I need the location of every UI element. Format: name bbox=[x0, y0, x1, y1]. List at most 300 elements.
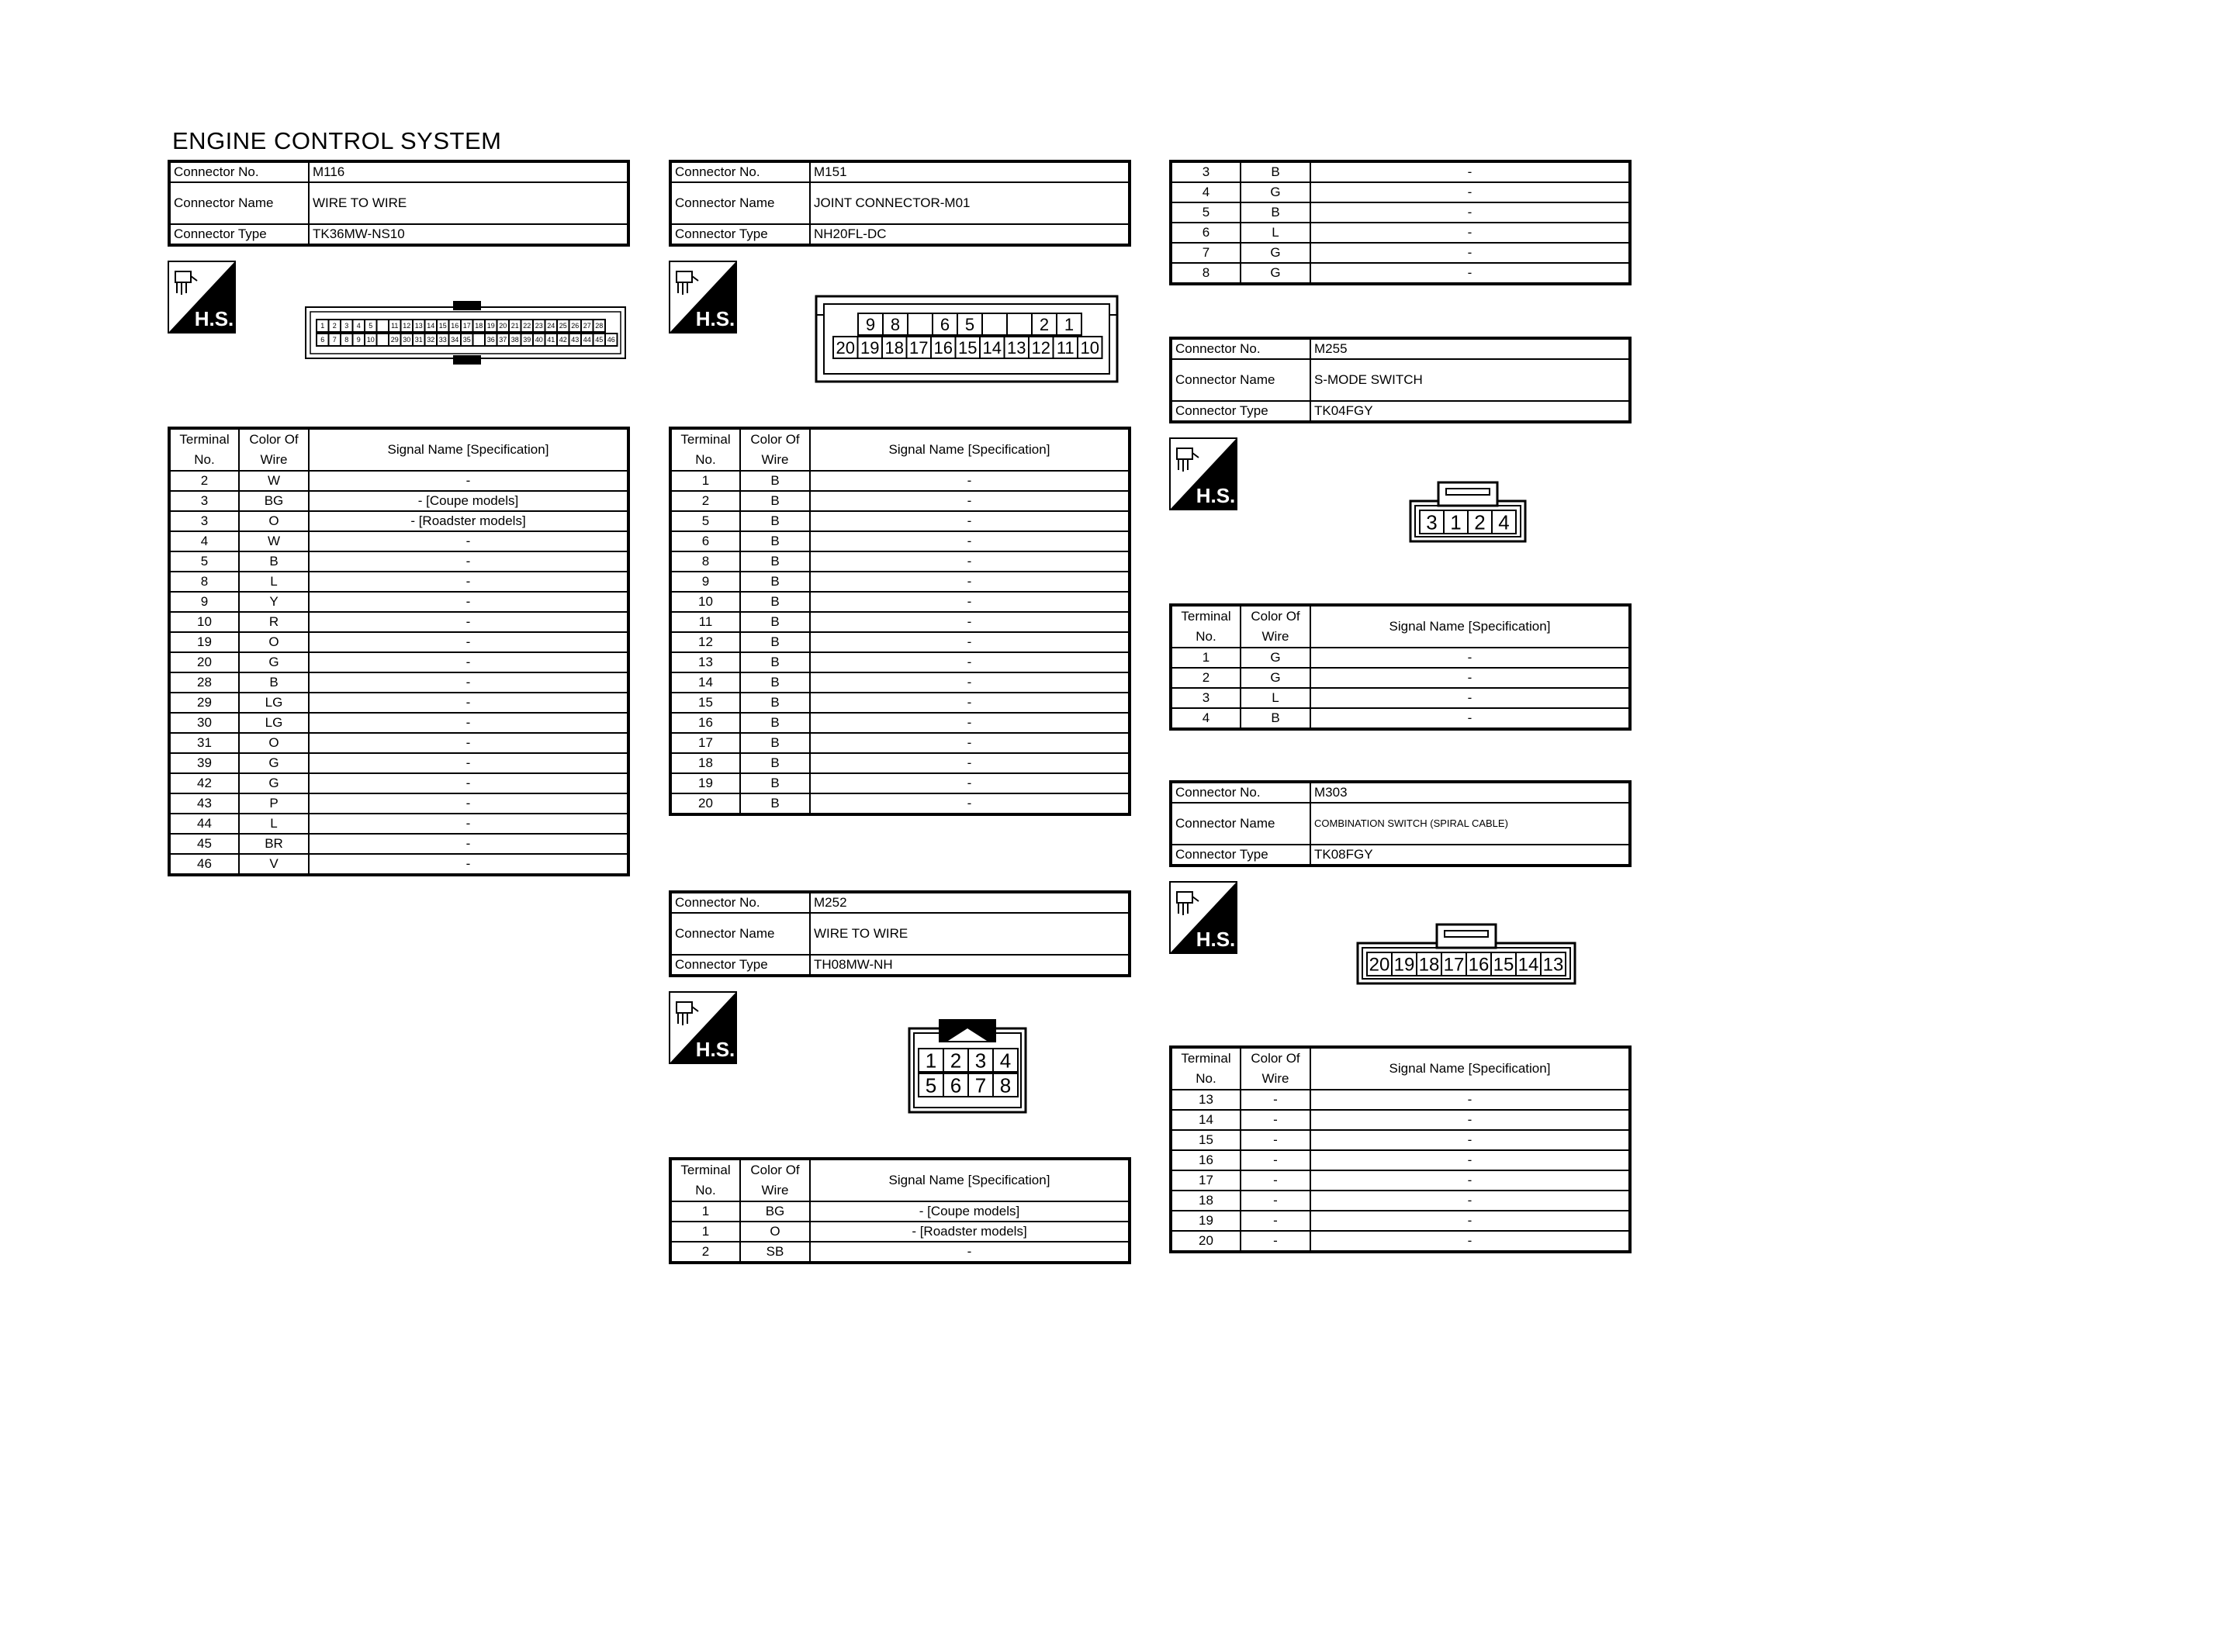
wire-color-cell: G bbox=[1241, 668, 1310, 688]
pin-number: 3 bbox=[344, 322, 349, 330]
connector-info-m116 bbox=[168, 160, 630, 247]
hs-harness-side-icon bbox=[1169, 437, 1237, 510]
connector-type-value: TK04FGY bbox=[1310, 401, 1630, 422]
terminal-no-cell: 2 bbox=[670, 491, 740, 511]
wire-color-cell: B bbox=[1241, 161, 1310, 182]
header-terminal-no: Terminal No. bbox=[169, 428, 239, 471]
page-title: ENGINE CONTROL SYSTEM bbox=[172, 127, 502, 154]
signal-name-cell: - bbox=[309, 612, 628, 632]
wire-color-cell: BG bbox=[740, 1201, 810, 1222]
terminal-no-cell: 4 bbox=[1171, 182, 1241, 202]
table-row bbox=[169, 491, 628, 511]
pin-number: 24 bbox=[547, 322, 555, 330]
table-row bbox=[670, 753, 1130, 773]
table-row bbox=[670, 1242, 1130, 1263]
pin-cell bbox=[1007, 313, 1032, 335]
connector-name-value: WIRE TO WIRE bbox=[810, 913, 1130, 955]
terminal-no-cell: 1 bbox=[670, 1222, 740, 1242]
wire-color-cell: G bbox=[1241, 648, 1310, 668]
pin-number: 25 bbox=[559, 322, 567, 330]
wire-color-cell: B bbox=[239, 672, 309, 693]
terminal-no-cell: 5 bbox=[1171, 202, 1241, 223]
wire-color-cell: B bbox=[740, 531, 810, 551]
signal-name-cell: - bbox=[810, 733, 1130, 753]
signal-name-cell: - bbox=[309, 733, 628, 753]
table-row bbox=[670, 612, 1130, 632]
pin-number: 2 bbox=[950, 1049, 962, 1073]
terminal-no-cell: 8 bbox=[169, 572, 239, 592]
signal-name-cell: - bbox=[1310, 202, 1630, 223]
pin-number: 18 bbox=[884, 337, 904, 358]
wire-color-cell: - bbox=[1241, 1231, 1310, 1252]
pin-number: 21 bbox=[510, 322, 519, 330]
pin-number: 16 bbox=[451, 322, 459, 330]
pin-number: 29 bbox=[390, 336, 399, 344]
wire-color-cell: LG bbox=[239, 693, 309, 713]
connector-no-value: M151 bbox=[810, 161, 1130, 182]
terminal-no-cell: 17 bbox=[1171, 1170, 1241, 1191]
pin-number: 42 bbox=[559, 336, 567, 344]
terminal-no-cell: 17 bbox=[670, 733, 740, 753]
wire-color-cell: SB bbox=[740, 1242, 810, 1263]
connector-type-value: TK36MW-NS10 bbox=[309, 224, 628, 245]
terminal-no-cell: 5 bbox=[670, 511, 740, 531]
pin-number: 43 bbox=[571, 336, 580, 344]
table-row bbox=[670, 793, 1130, 814]
header-signal-name: Signal Name [Specification] bbox=[810, 428, 1130, 471]
wire-color-cell: - bbox=[1241, 1150, 1310, 1170]
pin-number: 18 bbox=[475, 322, 483, 330]
table-row bbox=[670, 713, 1130, 733]
table-row bbox=[1171, 668, 1630, 688]
signal-name-cell: - bbox=[810, 471, 1130, 491]
pin-number: 1 bbox=[925, 1049, 937, 1073]
hs-harness-side-icon bbox=[669, 261, 737, 334]
table-row bbox=[169, 753, 628, 773]
pin-number: 30 bbox=[403, 336, 411, 344]
label-connector-name: Connector Name bbox=[169, 182, 309, 224]
pin-cell bbox=[982, 313, 1007, 335]
pin-number: 14 bbox=[427, 322, 435, 330]
wire-color-cell: B bbox=[740, 471, 810, 491]
header-terminal-no: Terminal No. bbox=[670, 428, 740, 471]
wire-color-cell: B bbox=[740, 511, 810, 531]
table-row bbox=[169, 572, 628, 592]
signal-name-cell: - bbox=[810, 773, 1130, 793]
terminal-no-cell: 20 bbox=[670, 793, 740, 814]
wire-color-cell: B bbox=[239, 551, 309, 572]
signal-name-cell: - bbox=[309, 572, 628, 592]
terminal-no-cell: 18 bbox=[1171, 1191, 1241, 1211]
signal-name-cell: - [Coupe models] bbox=[309, 491, 628, 511]
wire-color-cell: B bbox=[740, 652, 810, 672]
terminal-no-cell: 29 bbox=[169, 693, 239, 713]
table-row bbox=[1171, 1170, 1630, 1191]
pin-cell bbox=[377, 320, 389, 332]
label-connector-name: Connector Name bbox=[1171, 803, 1310, 845]
wire-color-cell: LG bbox=[239, 713, 309, 733]
label-connector-name: Connector Name bbox=[670, 182, 810, 224]
connector-info-m255 bbox=[1169, 337, 1632, 423]
table-row bbox=[169, 471, 628, 491]
terminal-no-cell: 14 bbox=[670, 672, 740, 693]
table-row bbox=[670, 733, 1130, 753]
signal-name-cell: - bbox=[810, 713, 1130, 733]
terminal-no-cell: 1 bbox=[670, 471, 740, 491]
terminal-no-cell: 1 bbox=[670, 1201, 740, 1222]
label-connector-name: Connector Name bbox=[670, 913, 810, 955]
signal-name-cell: - bbox=[309, 652, 628, 672]
pin-number: 1 bbox=[1450, 510, 1462, 534]
pin-cell bbox=[377, 334, 389, 346]
label-connector-type: Connector Type bbox=[670, 955, 810, 976]
connector-name-value: JOINT CONNECTOR-M01 bbox=[810, 182, 1130, 224]
wire-color-cell: B bbox=[740, 793, 810, 814]
table-row bbox=[169, 733, 628, 753]
pin-number: 37 bbox=[499, 336, 507, 344]
wire-color-cell: B bbox=[740, 773, 810, 793]
signal-name-cell: - bbox=[1310, 1150, 1630, 1170]
terminal-no-cell: 8 bbox=[1171, 263, 1241, 284]
wire-color-cell: G bbox=[1241, 182, 1310, 202]
table-row bbox=[169, 511, 628, 531]
wire-color-cell: B bbox=[740, 672, 810, 693]
terminal-no-cell: 44 bbox=[169, 814, 239, 834]
signal-name-cell: - bbox=[1310, 648, 1630, 668]
pin-number: 20 bbox=[1369, 954, 1390, 976]
signal-name-cell: - bbox=[810, 793, 1130, 814]
pin-number: 28 bbox=[595, 322, 604, 330]
signal-name-cell: - bbox=[1310, 1170, 1630, 1191]
table-row bbox=[670, 471, 1130, 491]
signal-name-cell: - bbox=[309, 713, 628, 733]
pin-number: 22 bbox=[523, 322, 531, 330]
header-color-of-wire: Color Of Wire bbox=[239, 428, 309, 471]
table-row bbox=[169, 652, 628, 672]
table-row bbox=[670, 773, 1130, 793]
signal-name-cell: - bbox=[810, 672, 1130, 693]
terminal-no-cell: 14 bbox=[1171, 1110, 1241, 1130]
connector-no-value: M116 bbox=[309, 161, 628, 182]
pin-number: 15 bbox=[958, 337, 978, 358]
hs-harness-side-icon bbox=[168, 261, 236, 334]
table-row bbox=[1171, 688, 1630, 708]
table-row bbox=[169, 793, 628, 814]
signal-name-cell: - bbox=[810, 753, 1130, 773]
terminal-no-cell: 19 bbox=[670, 773, 740, 793]
signal-name-cell: - bbox=[810, 592, 1130, 612]
table-row bbox=[1171, 1191, 1630, 1211]
signal-name-cell: - bbox=[810, 1242, 1130, 1263]
pin-number: 46 bbox=[607, 336, 615, 344]
terminal-no-cell: 19 bbox=[169, 632, 239, 652]
pin-number: 16 bbox=[933, 337, 953, 358]
signal-name-cell: - [Roadster models] bbox=[309, 511, 628, 531]
connector-name-value: S-MODE SWITCH bbox=[1310, 359, 1630, 401]
wire-color-cell: L bbox=[239, 814, 309, 834]
signal-name-cell: - bbox=[309, 834, 628, 854]
pin-number: 20 bbox=[836, 337, 855, 358]
wire-color-cell: B bbox=[740, 491, 810, 511]
pin-number: 26 bbox=[571, 322, 580, 330]
signal-name-cell: - bbox=[810, 491, 1130, 511]
signal-name-cell: - bbox=[810, 511, 1130, 531]
label-connector-type: Connector Type bbox=[169, 224, 309, 245]
terminal-no-cell: 3 bbox=[169, 491, 239, 511]
wire-color-cell: BR bbox=[239, 834, 309, 854]
header-terminal-no: Terminal No. bbox=[670, 1159, 740, 1201]
pin-number: 36 bbox=[486, 336, 495, 344]
label-connector-no: Connector No. bbox=[1171, 782, 1310, 803]
pin-number: 10 bbox=[1080, 337, 1099, 358]
connector-info-m151 bbox=[669, 160, 1131, 247]
table-row bbox=[1171, 1231, 1630, 1252]
pin-cell bbox=[908, 313, 933, 335]
table-row bbox=[169, 672, 628, 693]
terminal-no-cell: 45 bbox=[169, 834, 239, 854]
terminal-no-cell: 31 bbox=[169, 733, 239, 753]
pin-number: 34 bbox=[451, 336, 459, 344]
signal-name-cell: - bbox=[1310, 1110, 1630, 1130]
pin-cell bbox=[473, 334, 486, 346]
signal-name-cell: - bbox=[1310, 688, 1630, 708]
header-color-of-wire: Color Of Wire bbox=[1241, 1047, 1310, 1090]
terminal-no-cell: 8 bbox=[670, 551, 740, 572]
pin-number: 31 bbox=[414, 336, 423, 344]
pin-number: 45 bbox=[595, 336, 604, 344]
connector-face-m151 bbox=[815, 295, 1119, 383]
connector-face-m252 bbox=[908, 1018, 1027, 1114]
terminal-no-cell: 2 bbox=[1171, 668, 1241, 688]
label-connector-no: Connector No. bbox=[670, 892, 810, 913]
wire-color-cell: BG bbox=[239, 491, 309, 511]
signal-name-cell: - bbox=[309, 814, 628, 834]
pin-number: 6 bbox=[950, 1073, 962, 1097]
wire-color-cell: O bbox=[239, 511, 309, 531]
terminal-table-continued bbox=[1169, 160, 1632, 285]
pin-number: 44 bbox=[583, 336, 591, 344]
table-row bbox=[169, 551, 628, 572]
table-row bbox=[670, 693, 1130, 713]
terminal-no-cell: 30 bbox=[169, 713, 239, 733]
terminal-no-cell: 20 bbox=[169, 652, 239, 672]
table-row bbox=[1171, 1211, 1630, 1231]
terminal-no-cell: 9 bbox=[169, 592, 239, 612]
wire-color-cell: B bbox=[1241, 708, 1310, 729]
wire-color-cell: L bbox=[1241, 688, 1310, 708]
header-color-of-wire: Color Of Wire bbox=[740, 428, 810, 471]
hs-harness-side-icon bbox=[1169, 881, 1237, 954]
wire-color-cell: O bbox=[239, 632, 309, 652]
pin-number: 27 bbox=[583, 322, 591, 330]
signal-name-cell: - bbox=[1310, 1191, 1630, 1211]
hs-label: H.S. bbox=[1196, 484, 1236, 507]
wire-color-cell: - bbox=[1241, 1090, 1310, 1110]
table-row bbox=[169, 814, 628, 834]
pin-number: 13 bbox=[1542, 954, 1564, 976]
label-connector-name: Connector Name bbox=[1171, 359, 1310, 401]
pin-number: 14 bbox=[1517, 954, 1539, 976]
terminal-no-cell: 20 bbox=[1171, 1231, 1241, 1252]
terminal-no-cell: 4 bbox=[1171, 708, 1241, 729]
header-signal-name: Signal Name [Specification] bbox=[309, 428, 628, 471]
wire-color-cell: B bbox=[740, 733, 810, 753]
signal-name-cell: - bbox=[309, 531, 628, 551]
pin-number: 3 bbox=[1426, 510, 1438, 534]
pin-number: 5 bbox=[369, 322, 373, 330]
header-terminal-no: Terminal No. bbox=[1171, 1047, 1241, 1090]
pin-number: 3 bbox=[974, 1049, 987, 1073]
signal-name-cell: - bbox=[309, 793, 628, 814]
terminal-no-cell: 15 bbox=[1171, 1130, 1241, 1150]
table-row bbox=[1171, 182, 1630, 202]
table-row bbox=[670, 652, 1130, 672]
label-connector-type: Connector Type bbox=[1171, 845, 1310, 866]
pin-number: 5 bbox=[964, 314, 975, 334]
pin-number: 17 bbox=[1443, 954, 1465, 976]
header-color-of-wire: Color Of Wire bbox=[1241, 605, 1310, 648]
terminal-no-cell: 12 bbox=[670, 632, 740, 652]
signal-name-cell: - bbox=[810, 652, 1130, 672]
table-row bbox=[670, 531, 1130, 551]
wire-color-cell: - bbox=[1241, 1211, 1310, 1231]
terminal-no-cell: 43 bbox=[169, 793, 239, 814]
wire-color-cell: G bbox=[1241, 243, 1310, 263]
signal-name-cell: - bbox=[1310, 1130, 1630, 1150]
wire-color-cell: B bbox=[740, 713, 810, 733]
terminal-table-m116 bbox=[168, 427, 630, 876]
table-row bbox=[670, 491, 1130, 511]
signal-name-cell: - bbox=[309, 632, 628, 652]
connector-info-m303 bbox=[1169, 780, 1632, 867]
table-row bbox=[670, 672, 1130, 693]
pin-number: 8 bbox=[890, 314, 901, 334]
pin-number: 14 bbox=[982, 337, 1002, 358]
pin-number: 6 bbox=[940, 314, 950, 334]
wire-color-cell: G bbox=[239, 773, 309, 793]
pin-number: 20 bbox=[499, 322, 507, 330]
pin-number: 15 bbox=[1493, 954, 1514, 976]
label-connector-no: Connector No. bbox=[169, 161, 309, 182]
terminal-no-cell: 6 bbox=[1171, 223, 1241, 243]
pin-number: 4 bbox=[999, 1049, 1012, 1073]
pin-number: 2 bbox=[1039, 314, 1050, 334]
wire-color-cell: G bbox=[239, 652, 309, 672]
pin-number: 17 bbox=[909, 337, 929, 358]
terminal-no-cell: 16 bbox=[670, 713, 740, 733]
pin-number: 19 bbox=[1393, 954, 1415, 976]
table-row bbox=[1171, 223, 1630, 243]
hs-label: H.S. bbox=[695, 1038, 735, 1061]
terminal-no-cell: 46 bbox=[169, 854, 239, 875]
table-row bbox=[670, 632, 1130, 652]
wire-color-cell: B bbox=[740, 592, 810, 612]
wire-color-cell: O bbox=[239, 733, 309, 753]
terminal-no-cell: 15 bbox=[670, 693, 740, 713]
signal-name-cell: - bbox=[309, 753, 628, 773]
table-row bbox=[1171, 1150, 1630, 1170]
pin-number: 9 bbox=[865, 314, 876, 334]
pin-number: 9 bbox=[356, 336, 361, 344]
signal-name-cell: - bbox=[1310, 243, 1630, 263]
table-row bbox=[169, 713, 628, 733]
wire-color-cell: - bbox=[1241, 1191, 1310, 1211]
pin-number: 18 bbox=[1418, 954, 1440, 976]
label-connector-no: Connector No. bbox=[670, 161, 810, 182]
signal-name-cell: - bbox=[1310, 182, 1630, 202]
table-row bbox=[670, 1222, 1130, 1242]
wire-color-cell: G bbox=[239, 753, 309, 773]
wire-color-cell: B bbox=[1241, 202, 1310, 223]
table-row bbox=[670, 551, 1130, 572]
terminal-no-cell: 19 bbox=[1171, 1211, 1241, 1231]
terminal-no-cell: 3 bbox=[1171, 161, 1241, 182]
pin-number: 13 bbox=[1007, 337, 1026, 358]
signal-name-cell: - bbox=[1310, 708, 1630, 729]
wire-color-cell: V bbox=[239, 854, 309, 875]
wire-color-cell: W bbox=[239, 531, 309, 551]
terminal-no-cell: 1 bbox=[1171, 648, 1241, 668]
connector-no-value: M252 bbox=[810, 892, 1130, 913]
connector-face-m255 bbox=[1409, 481, 1527, 543]
signal-name-cell: - bbox=[309, 854, 628, 875]
pin-number: 6 bbox=[320, 336, 325, 344]
pin-number: 11 bbox=[1056, 337, 1075, 358]
table-row bbox=[1171, 1130, 1630, 1150]
table-row bbox=[169, 612, 628, 632]
terminal-no-cell: 11 bbox=[670, 612, 740, 632]
header-terminal-no: Terminal No. bbox=[1171, 605, 1241, 648]
signal-name-cell: - bbox=[1310, 263, 1630, 284]
signal-name-cell: - bbox=[309, 693, 628, 713]
pin-number: 17 bbox=[462, 322, 471, 330]
table-row bbox=[670, 511, 1130, 531]
table-row bbox=[169, 834, 628, 854]
pin-number: 13 bbox=[414, 322, 423, 330]
table-row bbox=[1171, 1090, 1630, 1110]
label-connector-no: Connector No. bbox=[1171, 338, 1310, 359]
signal-name-cell: - bbox=[1310, 1090, 1630, 1110]
connector-name-value: WIRE TO WIRE bbox=[309, 182, 628, 224]
connector-type-value: TH08MW-NH bbox=[810, 955, 1130, 976]
table-row bbox=[169, 531, 628, 551]
wire-color-cell: G bbox=[1241, 263, 1310, 284]
pin-number: 40 bbox=[535, 336, 543, 344]
signal-name-cell: - bbox=[810, 632, 1130, 652]
terminal-no-cell: 39 bbox=[169, 753, 239, 773]
pin-number: 2 bbox=[1474, 510, 1486, 534]
pin-number: 33 bbox=[438, 336, 447, 344]
terminal-no-cell: 2 bbox=[169, 471, 239, 491]
pin-number: 4 bbox=[1498, 510, 1510, 534]
pin-number: 12 bbox=[403, 322, 411, 330]
table-row bbox=[670, 1201, 1130, 1222]
pin-number: 39 bbox=[523, 336, 531, 344]
wire-color-cell: W bbox=[239, 471, 309, 491]
table-row bbox=[1171, 1110, 1630, 1130]
signal-name-cell: - bbox=[810, 612, 1130, 632]
signal-name-cell: - bbox=[1310, 1231, 1630, 1252]
header-signal-name: Signal Name [Specification] bbox=[810, 1159, 1130, 1201]
pin-number: 19 bbox=[860, 337, 880, 358]
terminal-no-cell: 6 bbox=[670, 531, 740, 551]
hs-label: H.S. bbox=[1196, 928, 1236, 951]
signal-name-cell: - bbox=[309, 551, 628, 572]
wire-color-cell: B bbox=[740, 753, 810, 773]
table-row bbox=[169, 773, 628, 793]
table-row bbox=[1171, 202, 1630, 223]
terminal-no-cell: 18 bbox=[670, 753, 740, 773]
